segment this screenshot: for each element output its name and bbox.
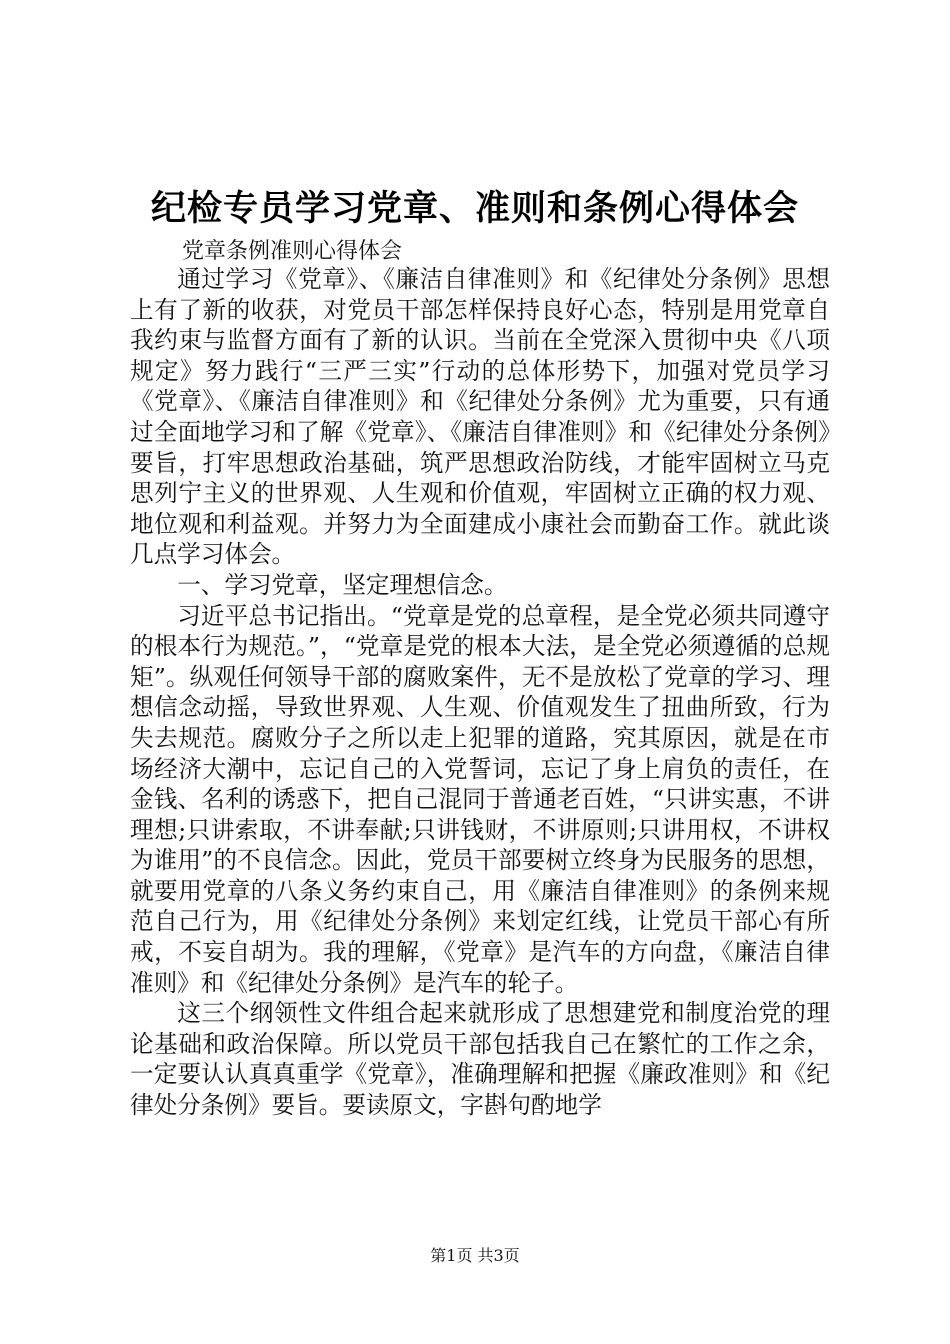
document-body — [130, 264, 830, 1121]
page-footer: 第1页 共3页 — [430, 1246, 520, 1265]
section-heading-1: 一、学习党章，坚定理想信念。 — [177, 570, 508, 599]
paragraph-intro: 通过学习《党章》、《廉洁自律准则》和《纪律处分条例》思想上有了新的收获，对党员干部怎样保持良好心态，特别是用党章自我约束与监督方面有了新的认识。当前在全党深入贯彻中央《八项规定》努力践行“三严三实”行动的总体形势下，加强对党员学习《党章》、《廉洁自律准则》和《纪律处分条例》尤为重要，只有通过全面地学习和了解《党章》、《廉洁自律准则》和《纪律处分条例》要旨，打牢思想政治基础，筑严思想政治防线，才能牢固树立马克思列宁主义的世界观、人生观和价值观，牢固树立正确的权力观、地位观和利益观。并努力为全面建成小康社会而勤奋工作。就此谈几点学习体会。 — [130, 265, 830, 569]
paragraph-continuation: 这三个纲领性文件组合起来就形成了思想建党和制度治党的理论基础和政治保障。所以党员干部包括我自己在繁忙的工作之余，一定要认认真真重学《党章》，准确理解和把握《廉政准则》和《纪律处分条例》要旨。要读原文，字斟句酌地学 — [130, 999, 830, 1120]
paragraph-section-1: 习近平总书记指出。“党章是党的总章程，是全党必须共同遵守的根本行为规范。”，“党章是党的根本大法，是全党必须遵循的总规矩”。纵观任何领导干部的腐败案件，无不是放松了党章的学习、理想信念动摇，导致世界观、人生观、价值观发生了扭曲所致，行为失去规范。腐败分子之所以走上犯罪的道路，究其原因，就是在市场经济大潮中，忘记自己的入党誓词，忘记了身上肩负的责任，在金钱、名利的诱惑下，把自己混同于普通老百姓，“只讲实惠，不讲理想;只讲索取，不讲奉献;只讲钱财，不讲原则;只讲用权，不讲权为谁用”的不良信念。因此，党员干部要树立终身为民服务的思想，就要用党章的八条义务约束自己，用《廉洁自律准则》的条例来规范自己行为，用《纪律处分条例》来划定红线，让党员干部心有所戒，不妄自胡为。我的理解，《党章》是汽车的方向盘，《廉洁自律准则》和《纪律处分条例》是汽车的轮子。 — [130, 601, 830, 997]
document-title: 纪检专员学习党章、准则和条例心得体会 — [150, 188, 799, 229]
document-subtitle: 党章条例准则心得体会 — [182, 239, 403, 264]
